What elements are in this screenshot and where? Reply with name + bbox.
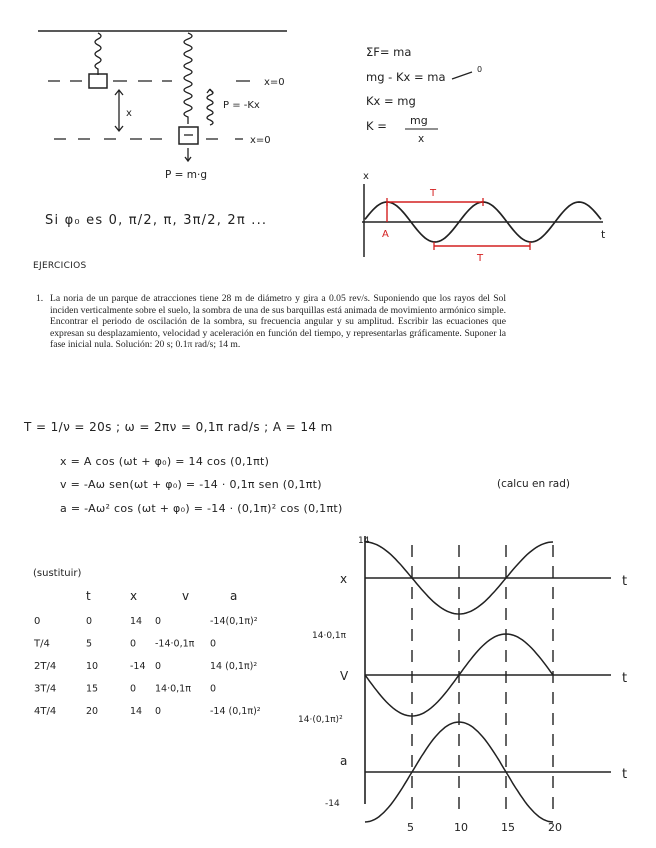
table-cell-r0-c4: -14(0,1π)²	[210, 616, 258, 627]
problem-text: La noria de un parque de atracciones tiene 28 m de diámetro y gira a 0.05 rev/s. Suponiendo que los rayos del Sol inciden verticalmente sobre el suelo, la sombra de una de sus barquillas está animada de movimiento armónico simple. Encontrar el periodo de oscilación de la sombra, su frecuencia angular y su amplitud. Escribir las ecuaciones que expresan su desplazamiento, velocidad y aceleración en función del tiempo, y representarlas gráficamente. Suponer la fase inicial nula. Solución: 20 s; 0.1π rad/s; 14 m.	[50, 293, 506, 351]
table-cell-r3-c0: 3T/4	[34, 683, 57, 695]
time-tick-15: 15	[501, 821, 515, 834]
table-cell-r0-c0: 0	[34, 616, 41, 627]
table-cell-r2-c3: 0	[155, 661, 162, 672]
table-header-3: v	[182, 589, 190, 603]
coil-arrow	[207, 89, 213, 125]
v-graph-peak-label: 14·0,1π	[312, 631, 347, 641]
v-graph-label: V	[340, 669, 349, 683]
table-cell-r1-c0: T/4	[34, 638, 50, 650]
x-graph-label: x	[340, 572, 348, 586]
x0-top-label: x=0	[264, 77, 285, 88]
table-cell-r0-c3: 0	[155, 616, 162, 627]
table-cell-r0-c2: 14	[130, 616, 143, 627]
table-cell-r3-c1: 15	[86, 683, 99, 695]
a-graph-peak-label: 14·(0,1π)²	[298, 715, 343, 725]
strike-ma	[452, 72, 472, 79]
weight-label: P = m·g	[165, 169, 208, 181]
table-cell-r2-c2: -14	[130, 661, 146, 672]
solution-line3: v = -Aω sen(ωt + φ₀) = -14 · 0,1π sen (0,1πt)	[60, 478, 322, 491]
table-cell-r3-c4: 0	[210, 683, 217, 695]
x-label: x	[126, 108, 132, 119]
period-bottom-label: T	[477, 253, 484, 264]
table-header-1: t	[86, 589, 91, 603]
solution-line1: T = 1/ν = 20s ; ω = 2πν = 0,1π rad/s ; A = 14 m	[24, 420, 333, 434]
force-balance	[366, 45, 482, 145]
table-caption: (sustituir)	[33, 568, 82, 579]
table-cell-r4-c0: 4T/4	[34, 706, 57, 717]
force-balance-line2-sup: 0	[477, 65, 483, 74]
force-balance-line4-num: mg	[410, 114, 428, 127]
phase-note: Si φ₀ es 0, π/2, π, 3π/2, 2π ...	[45, 213, 268, 228]
table-cell-r3-c2: 0	[130, 683, 137, 695]
table-cell-r4-c3: 0	[155, 706, 162, 717]
problem-statement	[36, 293, 506, 351]
solution-line3-note: (calcu en rad)	[497, 478, 570, 490]
x-graph-t-label: t	[622, 574, 628, 589]
sine-sketch	[362, 171, 606, 264]
table-cell-r4-c1: 20	[86, 706, 99, 717]
table-header-2: x	[130, 589, 138, 603]
table-cell-r1-c3: -14·0,1π	[155, 638, 195, 650]
left-mass	[89, 74, 107, 88]
problem-number: 1.	[36, 293, 44, 304]
table-header-4: a	[230, 589, 238, 603]
time-tick-5: 5	[407, 821, 414, 834]
time-tick-10: 10	[454, 821, 468, 834]
solution-line2: x = A cos (ωt + φ₀) = 14 cos (0,1πt)	[60, 455, 270, 468]
spring-force-label: P = -Kx	[223, 100, 260, 111]
table-cell-r1-c2: 0	[130, 638, 137, 650]
solution	[23, 420, 570, 515]
table-cell-r2-c4: 14 (0,1π)²	[210, 661, 258, 672]
table-cell-r2-c1: 10	[86, 661, 99, 672]
solution-line4: a = -Aω² cos (ωt + φ₀) = -14 · (0,1π)² cos (0,1πt)	[60, 502, 343, 515]
force-balance-line4-den: x	[418, 133, 425, 145]
xva-graphs	[298, 536, 627, 834]
force-balance-line1: ΣF= ma	[366, 45, 412, 59]
x0-bottom-label: x=0	[250, 135, 271, 146]
values-table	[33, 568, 261, 717]
exercises-heading: EJERCICIOS	[33, 261, 87, 271]
table-cell-r4-c4: -14 (0,1π)²	[210, 706, 261, 717]
x-graph-peak-label: 14	[358, 536, 370, 546]
left-spring	[95, 33, 101, 75]
sine-y-label: x	[363, 171, 369, 182]
time-tick-20: 20	[548, 821, 562, 834]
a-graph-t-label: t	[622, 767, 628, 782]
table-cell-r1-c1: 5	[86, 638, 93, 650]
table-cell-r3-c3: 14·0,1π	[155, 683, 191, 695]
a-graph-label: a	[340, 754, 348, 768]
force-balance-line3: Kx = mg	[366, 94, 416, 108]
table-cell-r1-c4: 0	[210, 638, 217, 650]
force-balance-line2: mg - Kx = ma	[366, 70, 446, 84]
table-cell-r4-c2: 14	[130, 706, 143, 717]
table-cell-r2-c0: 2T/4	[34, 661, 57, 672]
a-graph-trough-label: -14	[325, 799, 340, 809]
force-balance-line4-left: K =	[366, 119, 387, 133]
v-graph-t-label: t	[622, 671, 628, 686]
sine-t-label: t	[601, 228, 606, 241]
table-cell-r0-c1: 0	[86, 616, 93, 627]
period-top-label: T	[430, 188, 437, 199]
right-spring	[184, 33, 192, 124]
amplitude-label: A	[382, 229, 389, 240]
